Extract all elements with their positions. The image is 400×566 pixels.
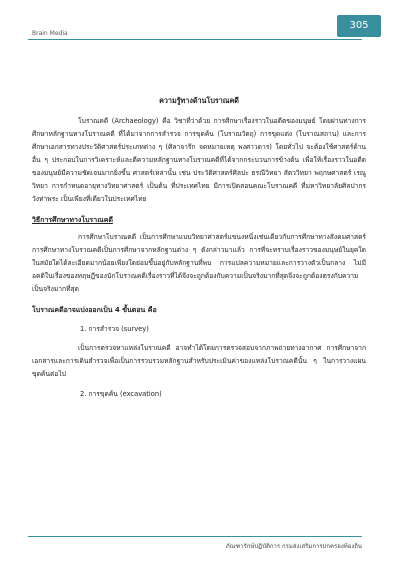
- page-number-tab: [337, 15, 381, 37]
- steps-heading: โบราณคดีอาจแบ่งออกเป็น 4 ขั้นตอน คือ: [32, 306, 157, 314]
- footer-text: ภัณฑารักษ์ปฏิบัติการ กรมส่งเสริมการปกครองท้องถิ่น: [225, 543, 362, 550]
- header-brand: Brain Media: [32, 30, 68, 37]
- method-heading: วิธีการศึกษาทางโบราณคดี: [32, 216, 113, 224]
- page-content: [32, 96, 366, 407]
- header-divider: [28, 39, 362, 40]
- method-paragraph: การศึกษาโบราณคดี เป็นการศึกษาแบบวิทยาศาสตร์แขนงหนึ่งเช่นเดียวกับการศึกษาทางสังคมศาสตร์ การศึกษาทางโบราณคดีเป็นการศึกษาจากหลักฐานต่าง ๆ ดังกล่าวมาแล้ว การที่จะทราบเรื่องราวของมนุษย์ในยุคใดในสมัยใดได้ละเอียดมากน้อยเพียงใดย่อมขึ้นอยู่กับหลักฐานที่พบ การแปลความหมายและการวางตัวเป็นกลาง ไม่มีอคติในเรื่องของทฤษฎีของนักโบราณคดีเรื่องราวที่ได้จึงจะถูกต้องกับความเป็นจริงมากที่สุดจึงจะถูกต้องตรงกับความเป็นจริงมากที่สุด: [32, 233, 366, 293]
- step-1-paragraph: เป็นการตรวจหาแหล่งโบราณคดี อาจทำได้โดยการตรวจสอบจากภาพถ่ายทางอากาศ การศึกษาจากเอกสารและการเดินสำรวจเพื่อเป็นการรวบรวมหลักฐานสำหรับประเมินค่าของแหล่งโบราณคดีนั้น ๆ ในการวางแผนขุดค้นต่อไป: [32, 344, 366, 378]
- page-title: ความรู้ทางด้านโบราณคดี: [159, 96, 239, 105]
- intro-paragraph: โบราณคดี (Archaeology) คือ วิชาที่ว่าด้วย การศึกษาเรื่องราวในอดีตของมนุษย์ โดยผ่านทางการศึกษาหลักฐานทางโบราณคดี ที่ได้มาจากการสำรวจ การขุดค้น (โบราณวัตถุ) การขุดแต่ง (โบราณสถาน) และการศึกษาเอกสารทางประวัติศาสตร์ประเภทต่าง ๆ (ศิลาจารึก จดหมายเหตุ พงศาวดาร) โดยทั่วไป จะต้องใช้ศาสตร์ด้านอื่น ๆ ประกอบในการวิเคราะห์และตีความหลักฐานทางโบราณคดีที่ได้จากกระบวนการข้างต้น เพื่อให้เรื่องราวในอดีตของมนุษย์มีความชัดเจนมากยิ่งขึ้น ศาสตร์เหล่านั้น เช่น ประวัติศาสตร์ศิลปะ ธรณีวิทยา สัตววิทยา พฤกษศาสตร์ เรณูวิทยา การกำหนดอายุทางวิทยาศาสตร์ เป็นต้น ที่ประเทศไทย มีการเปิดสอนคณะโบราณคดี ที่มหาวิทยาลัยศิลปากร วังท่าพระ เป็นเพียงที่เดียวในประเทศไทย: [32, 117, 366, 203]
- page-number: 305: [349, 20, 369, 31]
- step-1-label: 1. การสำรวจ (survey): [80, 325, 149, 333]
- footer-divider: [28, 536, 362, 537]
- step-2-label: 2. การขุดค้น (excavation): [80, 390, 162, 398]
